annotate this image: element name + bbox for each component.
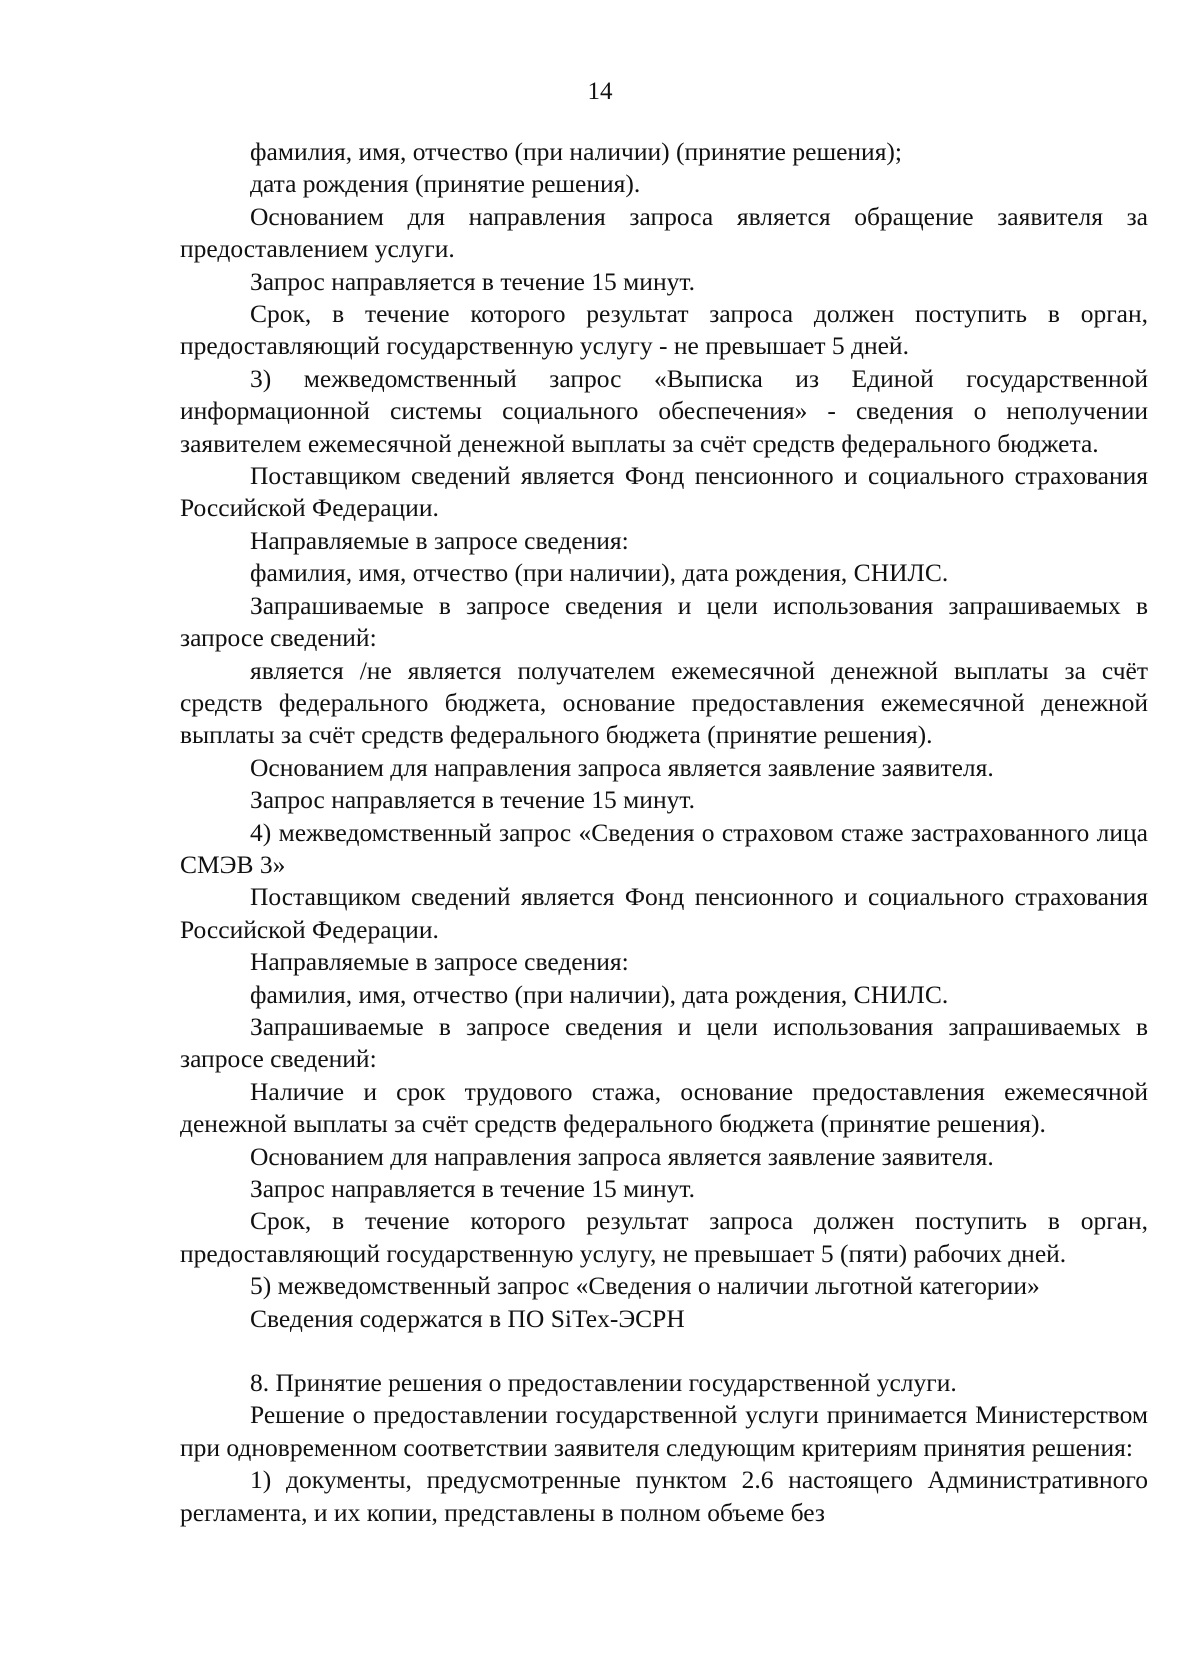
paragraph: фамилия, имя, отчество (при наличии), дата рождения, СНИЛС.	[250, 979, 949, 1009]
paragraph: фамилия, имя, отчество (при наличии), дата рождения, СНИЛС.	[250, 558, 949, 588]
paragraph: Направляемые в запросе сведения:	[250, 947, 629, 977]
paragraph: Решение о предоставлении государственной услуги принимается Министерством при одновременном соответствии заявителя следующим критериям принятия решения:	[180, 1400, 1148, 1462]
paragraph: Основанием для направления запроса является заявление заявителя.	[250, 752, 994, 782]
paragraph: является /не является получателем ежемесячной денежной выплаты за счёт средств федерального бюджета, основание предоставления ежемесячной денежной выплаты за счёт средств федерального бюджета (принятие решения).	[180, 655, 1148, 750]
page-number: 14	[587, 78, 613, 105]
paragraph: Поставщиком сведений является Фонд пенсионного и социального страхования Российской Федерации.	[180, 882, 1148, 944]
paragraph: фамилия, имя, отчество (при наличии) (принятие решения);	[250, 137, 902, 166]
paragraph: Запрос направляется в течение 15 минут.	[250, 1174, 695, 1203]
paragraph: Поставщиком сведений является Фонд пенсионного и социального страхования Российской Федерации.	[180, 461, 1148, 523]
paragraph: Запрашиваемые в запросе сведения и цели использования запрашиваемых в запросе сведений:	[180, 1011, 1148, 1074]
paragraph: 3) межведомственный запрос «Выписка из Единой государственной информационной системы социального обеспечения» - сведения о неполучении заявителем ежемесячной денежной выплаты за счёт средств федерального бюджета.	[180, 363, 1148, 458]
paragraph: Запрос направляется в течение 15 минут.	[250, 785, 695, 815]
paragraph: Основанием для направления запроса является заявление заявителя.	[250, 1141, 994, 1171]
paragraph: Запрашиваемые в запросе сведения и цели использования запрашиваемых в запросе сведений:	[180, 590, 1148, 653]
paragraph: Срок, в течение которого результат запроса должен поступить в орган, предоставляющий государственную услугу, не превышает 5 (пяти) рабочих дней.	[180, 1206, 1148, 1268]
paragraph: 4) межведомственный запрос «Сведения о страховом стаже застрахованного лица СМЭВ 3»	[180, 817, 1148, 879]
paragraph: Сведения содержатся в ПО SiTex-ЭСРН	[250, 1303, 685, 1333]
paragraph: дата рождения (принятие решения).	[250, 169, 641, 199]
section-heading: 8. Принятие решения о предоставлении государственной услуги.	[250, 1368, 957, 1398]
paragraph: Основанием для направления запроса является обращение заявителя за предоставлением услуги.	[180, 201, 1148, 264]
paragraph: Срок, в течение которого результат запроса должен поступить в орган, предоставляющий государственную услугу - не превышает 5 дней.	[180, 299, 1148, 361]
paragraph: 1) документы, предусмотренные пунктом 2.6 настоящего Административного регламента, и их копии, представлены в полном объеме без	[180, 1465, 1148, 1527]
paragraph: Запрос направляется в течение 15 минут.	[250, 266, 695, 296]
paragraph: 5) межведомственный запрос «Сведения о наличии льготной категории»	[250, 1271, 1040, 1301]
paragraph: Направляемые в запросе сведения:	[250, 525, 629, 555]
paragraph: Наличие и срок трудового стажа, основание предоставления ежемесячной денежной выплаты за счёт средств федерального бюджета (принятие решения).	[180, 1076, 1148, 1139]
document-body	[180, 136, 1148, 1529]
